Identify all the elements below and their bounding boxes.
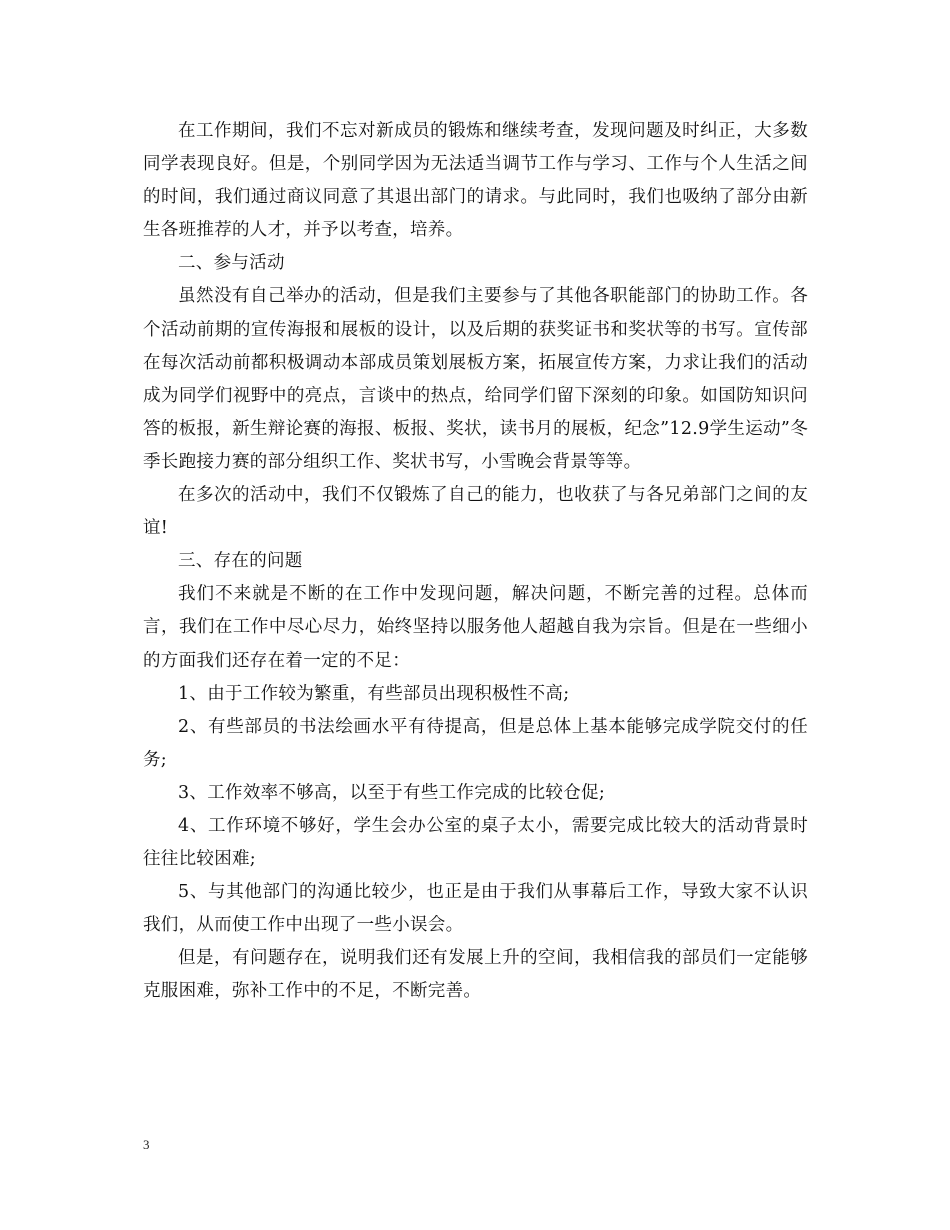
document-body (143, 115, 808, 1009)
section-heading-problems: 三、存在的问题 (178, 551, 303, 572)
paragraph-activities: 虽然没有自己举办的活动，但是我们主要参与了其他各职能部门的协助工作。各个活动前期的宣传海报和展板的设计，以及后期的获奖证书和奖状等的书写。宣传部在每次活动前都积极调动本部成员策划展板方案，拓展宣传方案，力求让我们的活动成为同学们视野中的亮点，言谈中的热点，给同学们留下深刻的印象。如国防知识问答的板报，新生辩论赛的海报、板报、奖状，读书月的展板，纪念”12.9学生运动”冬季长跑接力赛的部分组织工作、奖状书写，小雪晚会背景等等。 (143, 286, 808, 472)
section-heading-activities: 二、参与活动 (178, 253, 285, 274)
page-number: 3 (143, 1137, 150, 1152)
paragraph-friendship: 在多次的活动中，我们不仅锻炼了自己的能力，也收获了与各兄弟部门之间的友谊! (143, 485, 808, 539)
list-item-problem-5: 5、与其他部门的沟通比较少，也正是由于我们从事幕后工作，导致大家不认识我们，从而使工作中出现了一些小误会。 (143, 882, 808, 936)
list-item-problem-3: 3、工作效率不够高，以至于有些工作完成的比较仓促; (178, 782, 606, 803)
paragraph-conclusion: 但是，有问题存在，说明我们还有发展上升的空间，我相信我的部员们一定能够克服困难，弥补工作中的不足，不断完善。 (143, 948, 808, 1002)
list-item-problem-4: 4、工作环境不够好，学生会办公室的桌子太小，需要完成比较大的活动背景时往往比较困难; (143, 815, 808, 870)
list-item-problem-2: 2、有些部员的书法绘画水平有待提高，但是总体上基本能够完成学院交付的任务; (143, 716, 808, 770)
list-item-problem-1: 1、由于工作较为繁重，有些部员出现积极性不高; (178, 683, 570, 704)
paragraph-work-period: 在工作期间，我们不忘对新成员的锻炼和继续考查，发现问题及时纠正，大多数同学表现良好。但是，个别同学因为无法适当调节工作与学习、工作与个人生活之间的时间，我们通过商议同意了其退出部门的请求。与此同时，我们也吸纳了部分由新生各班推荐的人才，并予以考查，培养。 (143, 121, 808, 241)
paragraph-problems-intro: 我们不来就是不断的在工作中发现问题，解决问题，不断完善的过程。总体而言，我们在工作中尽心尽力，始终坚持以服务他人超越自我为宗旨。但是在一些细小的方面我们还存在着一定的不足： (143, 584, 808, 671)
